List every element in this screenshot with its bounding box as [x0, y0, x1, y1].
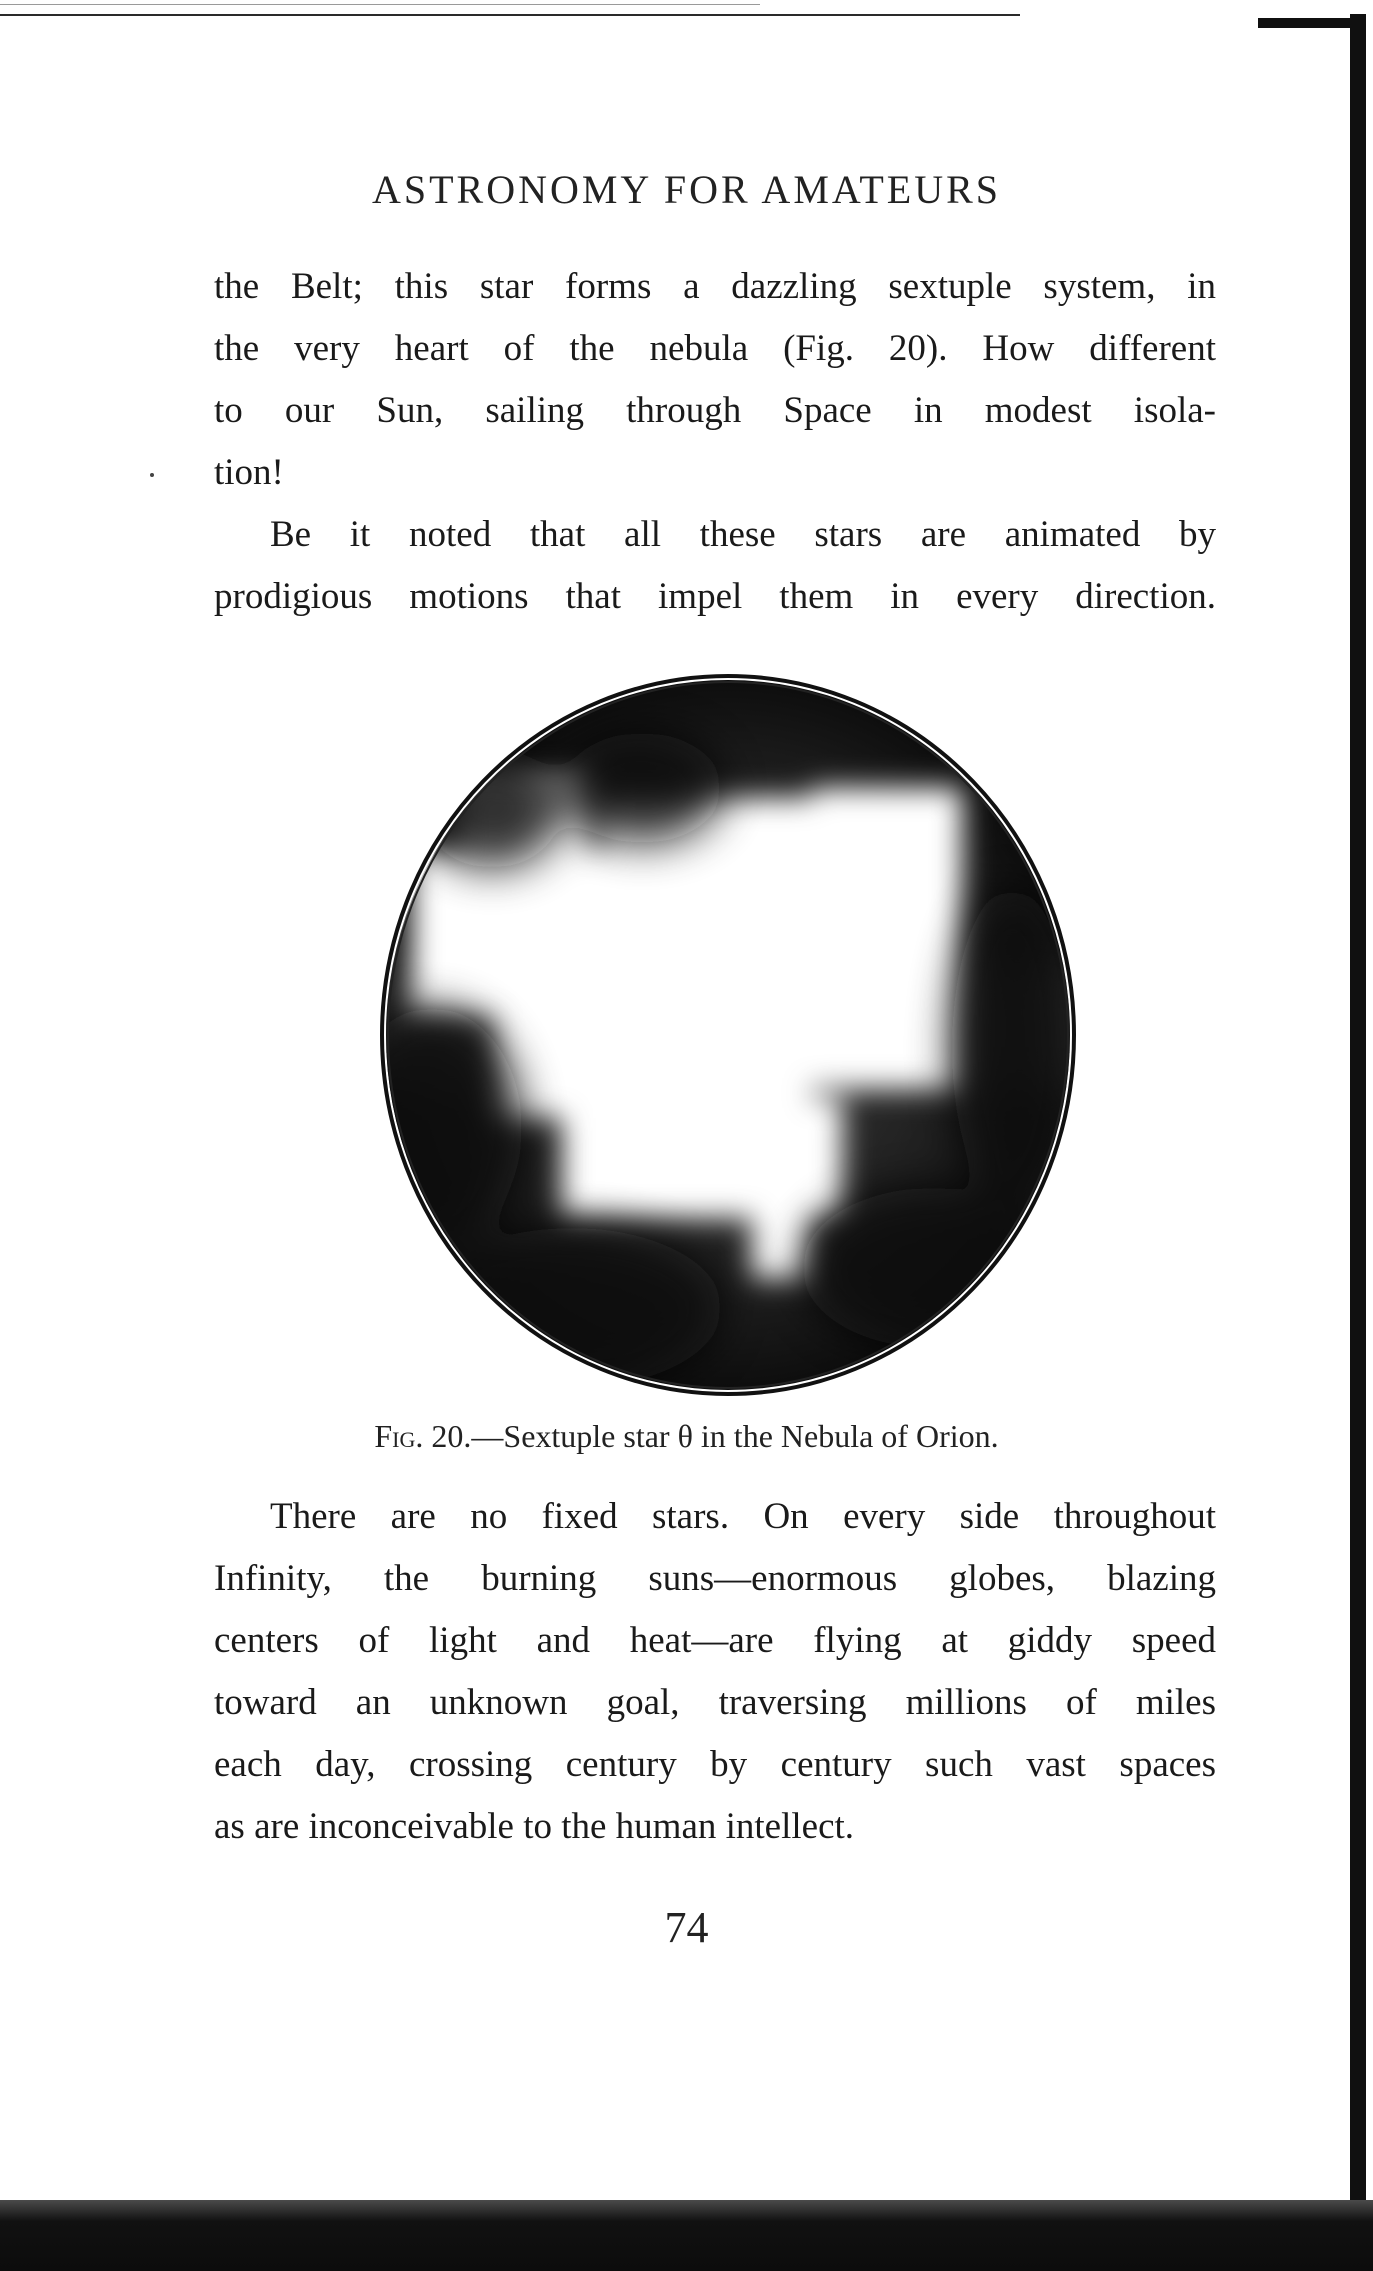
figure-caption-label: Fig. 20.: [374, 1418, 472, 1454]
figure-caption-text: —Sextuple star θ in the Nebula of Orion.: [471, 1418, 999, 1454]
text-line: tion!: [214, 452, 284, 493]
paragraph-fixed-stars: [214, 1486, 1216, 1858]
text-line: each day, crossing century by century such vast spaces: [214, 1744, 1216, 1785]
running-head: ASTRONOMY FOR AMATEURS: [371, 167, 1002, 212]
text-line: as are inconceivable to the human intellect.: [214, 1806, 855, 1847]
scan-bottom-band: [0, 2200, 1373, 2271]
text-line: Infinity, the burning suns—enormous globes, blazing: [214, 1558, 1216, 1599]
scan-edge-line: [0, 4, 760, 5]
text-line: There are no fixed stars. On every side throughout: [270, 1496, 1216, 1537]
figure-caption: [0, 1418, 1373, 1455]
text-line: to our Sun, sailing through Space in modest isola-: [214, 390, 1216, 431]
nebula-photograph-icon: [372, 668, 1084, 1402]
scan-spine-edge: [1350, 14, 1366, 2204]
scan-top-rule: [0, 14, 1020, 16]
text-line: the very heart of the nebula (Fig. 20). How different: [214, 328, 1216, 369]
margin-mark: [150, 473, 154, 477]
text-line: Be it noted that all these stars are animated by: [270, 514, 1216, 555]
text-line: the Belt; this star forms a dazzling sextuple system, in: [214, 266, 1216, 307]
text-line: toward an unknown goal, traversing millions of miles: [214, 1682, 1216, 1723]
text-line: centers of light and heat—are flying at giddy speed: [214, 1620, 1216, 1661]
figure-nebula-image: [372, 668, 1084, 1402]
text-line: prodigious motions that impel them in every direction.: [214, 576, 1216, 617]
paragraph-belt: [214, 256, 1216, 628]
page-number: 74: [664, 1903, 709, 1952]
